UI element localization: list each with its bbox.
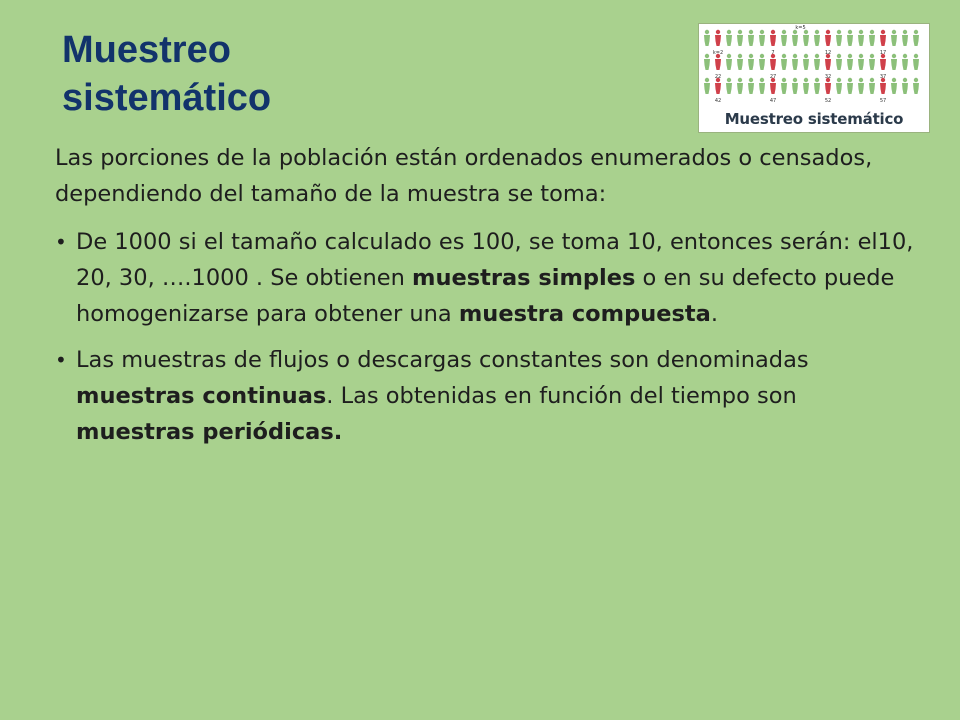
person-figure-icon [913,54,919,70]
systematic-sampling-illustration [698,23,930,133]
bold-term: muestras periódicas. [76,419,343,445]
person-figure-icon [726,54,732,70]
person-figure-icon [825,78,831,94]
person-figure-icon [858,54,864,70]
person-figure-icon [836,78,842,94]
bullet-text: Las muestras de flujos o descargas constantes son denominadas [76,347,809,373]
person-figure-icon [770,54,776,70]
person-figure-icon [858,30,864,46]
person-figure-icon [814,78,820,94]
sample-index-label: 22 [714,74,722,80]
bullet-text: . Las obtenidas en función del tiempo son [326,383,797,409]
illustration-caption: Muestreo sistemático [724,110,904,128]
person-figure-icon [715,30,721,46]
person-figure-icon [781,30,787,46]
sample-index-label: 52 [824,98,832,104]
person-figure-icon [792,30,798,46]
person-figure-icon [759,54,765,70]
person-figure-icon [847,54,853,70]
person-figure-icon [858,78,864,94]
person-figure-icon [869,54,875,70]
person-figure-icon [726,78,732,94]
person-figure-icon [737,54,743,70]
person-figure-icon [704,54,710,70]
person-figure-icon [748,30,754,46]
person-figure-icon [803,30,809,46]
person-figure-icon [880,30,886,46]
person-figure-icon [781,54,787,70]
bold-term: muestra compuesta [458,301,711,327]
interval-label: k=5 [795,25,806,31]
person-figure-icon [748,78,754,94]
bold-term: muestras simples [412,265,636,291]
slide-body [55,140,917,460]
person-figure-icon [913,78,919,94]
slide-title-line2: sistemático [62,77,272,119]
bullet-text: De 1000 si el tamaño calculado es 100, se toma 10, entonces serán: el10, 20, 30, ….1000 . Se obtienen [76,229,914,291]
sample-index-label: 47 [769,98,777,104]
person-figure-icon [825,54,831,70]
sample-index-label: 27 [769,74,777,80]
person-figure-icon [902,78,908,94]
person-figure-icon [869,30,875,46]
person-figure-icon [891,30,897,46]
sample-index-label: 17 [879,50,887,56]
person-figure-icon [836,30,842,46]
bold-term: muestras continuas [76,383,327,409]
bullet-icon: • [55,348,67,372]
person-figure-icon [781,78,787,94]
sample-index-label: 42 [714,98,722,104]
person-figure-icon [913,30,919,46]
person-figure-icon [748,54,754,70]
person-figure-icon [704,78,710,94]
sample-index-label: 57 [879,98,887,104]
person-figure-icon [759,30,765,46]
person-figure-icon [880,54,886,70]
person-figure-icon [770,30,776,46]
person-figure-icon [759,78,765,94]
slide-title-line1: Muestreo [62,29,231,71]
slide-title [62,26,582,122]
person-figure-icon [715,54,721,70]
intro-paragraph: Las porciones de la población están ordenados enumerados o censados, dependiendo del tamaño de la muestra se toma: [55,145,873,207]
bullet-item [55,224,917,332]
sample-index-label: 32 [824,74,832,80]
sample-index-label: k=2 [712,50,724,56]
person-figure-icon [880,78,886,94]
person-figure-icon [825,30,831,46]
person-figure-icon [803,54,809,70]
person-figure-icon [891,54,897,70]
person-figure-icon [814,54,820,70]
person-figure-icon [737,30,743,46]
person-figure-icon [792,54,798,70]
person-figure-icon [792,78,798,94]
person-figure-icon [704,30,710,46]
person-figure-icon [814,30,820,46]
person-figure-icon [902,54,908,70]
person-figure-icon [902,30,908,46]
person-figure-icon [726,30,732,46]
sample-index-label: 37 [879,74,887,80]
bullet-text: . [710,301,718,327]
people-grid-graphic [699,24,929,108]
person-figure-icon [770,78,776,94]
person-figure-icon [715,78,721,94]
bullet-icon: • [55,230,67,254]
bullet-item [55,342,917,450]
sample-index-label: 7 [771,50,775,56]
person-figure-icon [803,78,809,94]
person-figure-icon [737,78,743,94]
bullet-list [55,224,917,450]
person-figure-icon [891,78,897,94]
person-figure-icon [847,78,853,94]
sample-index-label: 12 [824,50,832,56]
person-figure-icon [847,30,853,46]
person-figure-icon [869,78,875,94]
person-figure-icon [836,54,842,70]
bullet-text: o en su defecto puede homogenizarse para obtener una [76,265,895,327]
